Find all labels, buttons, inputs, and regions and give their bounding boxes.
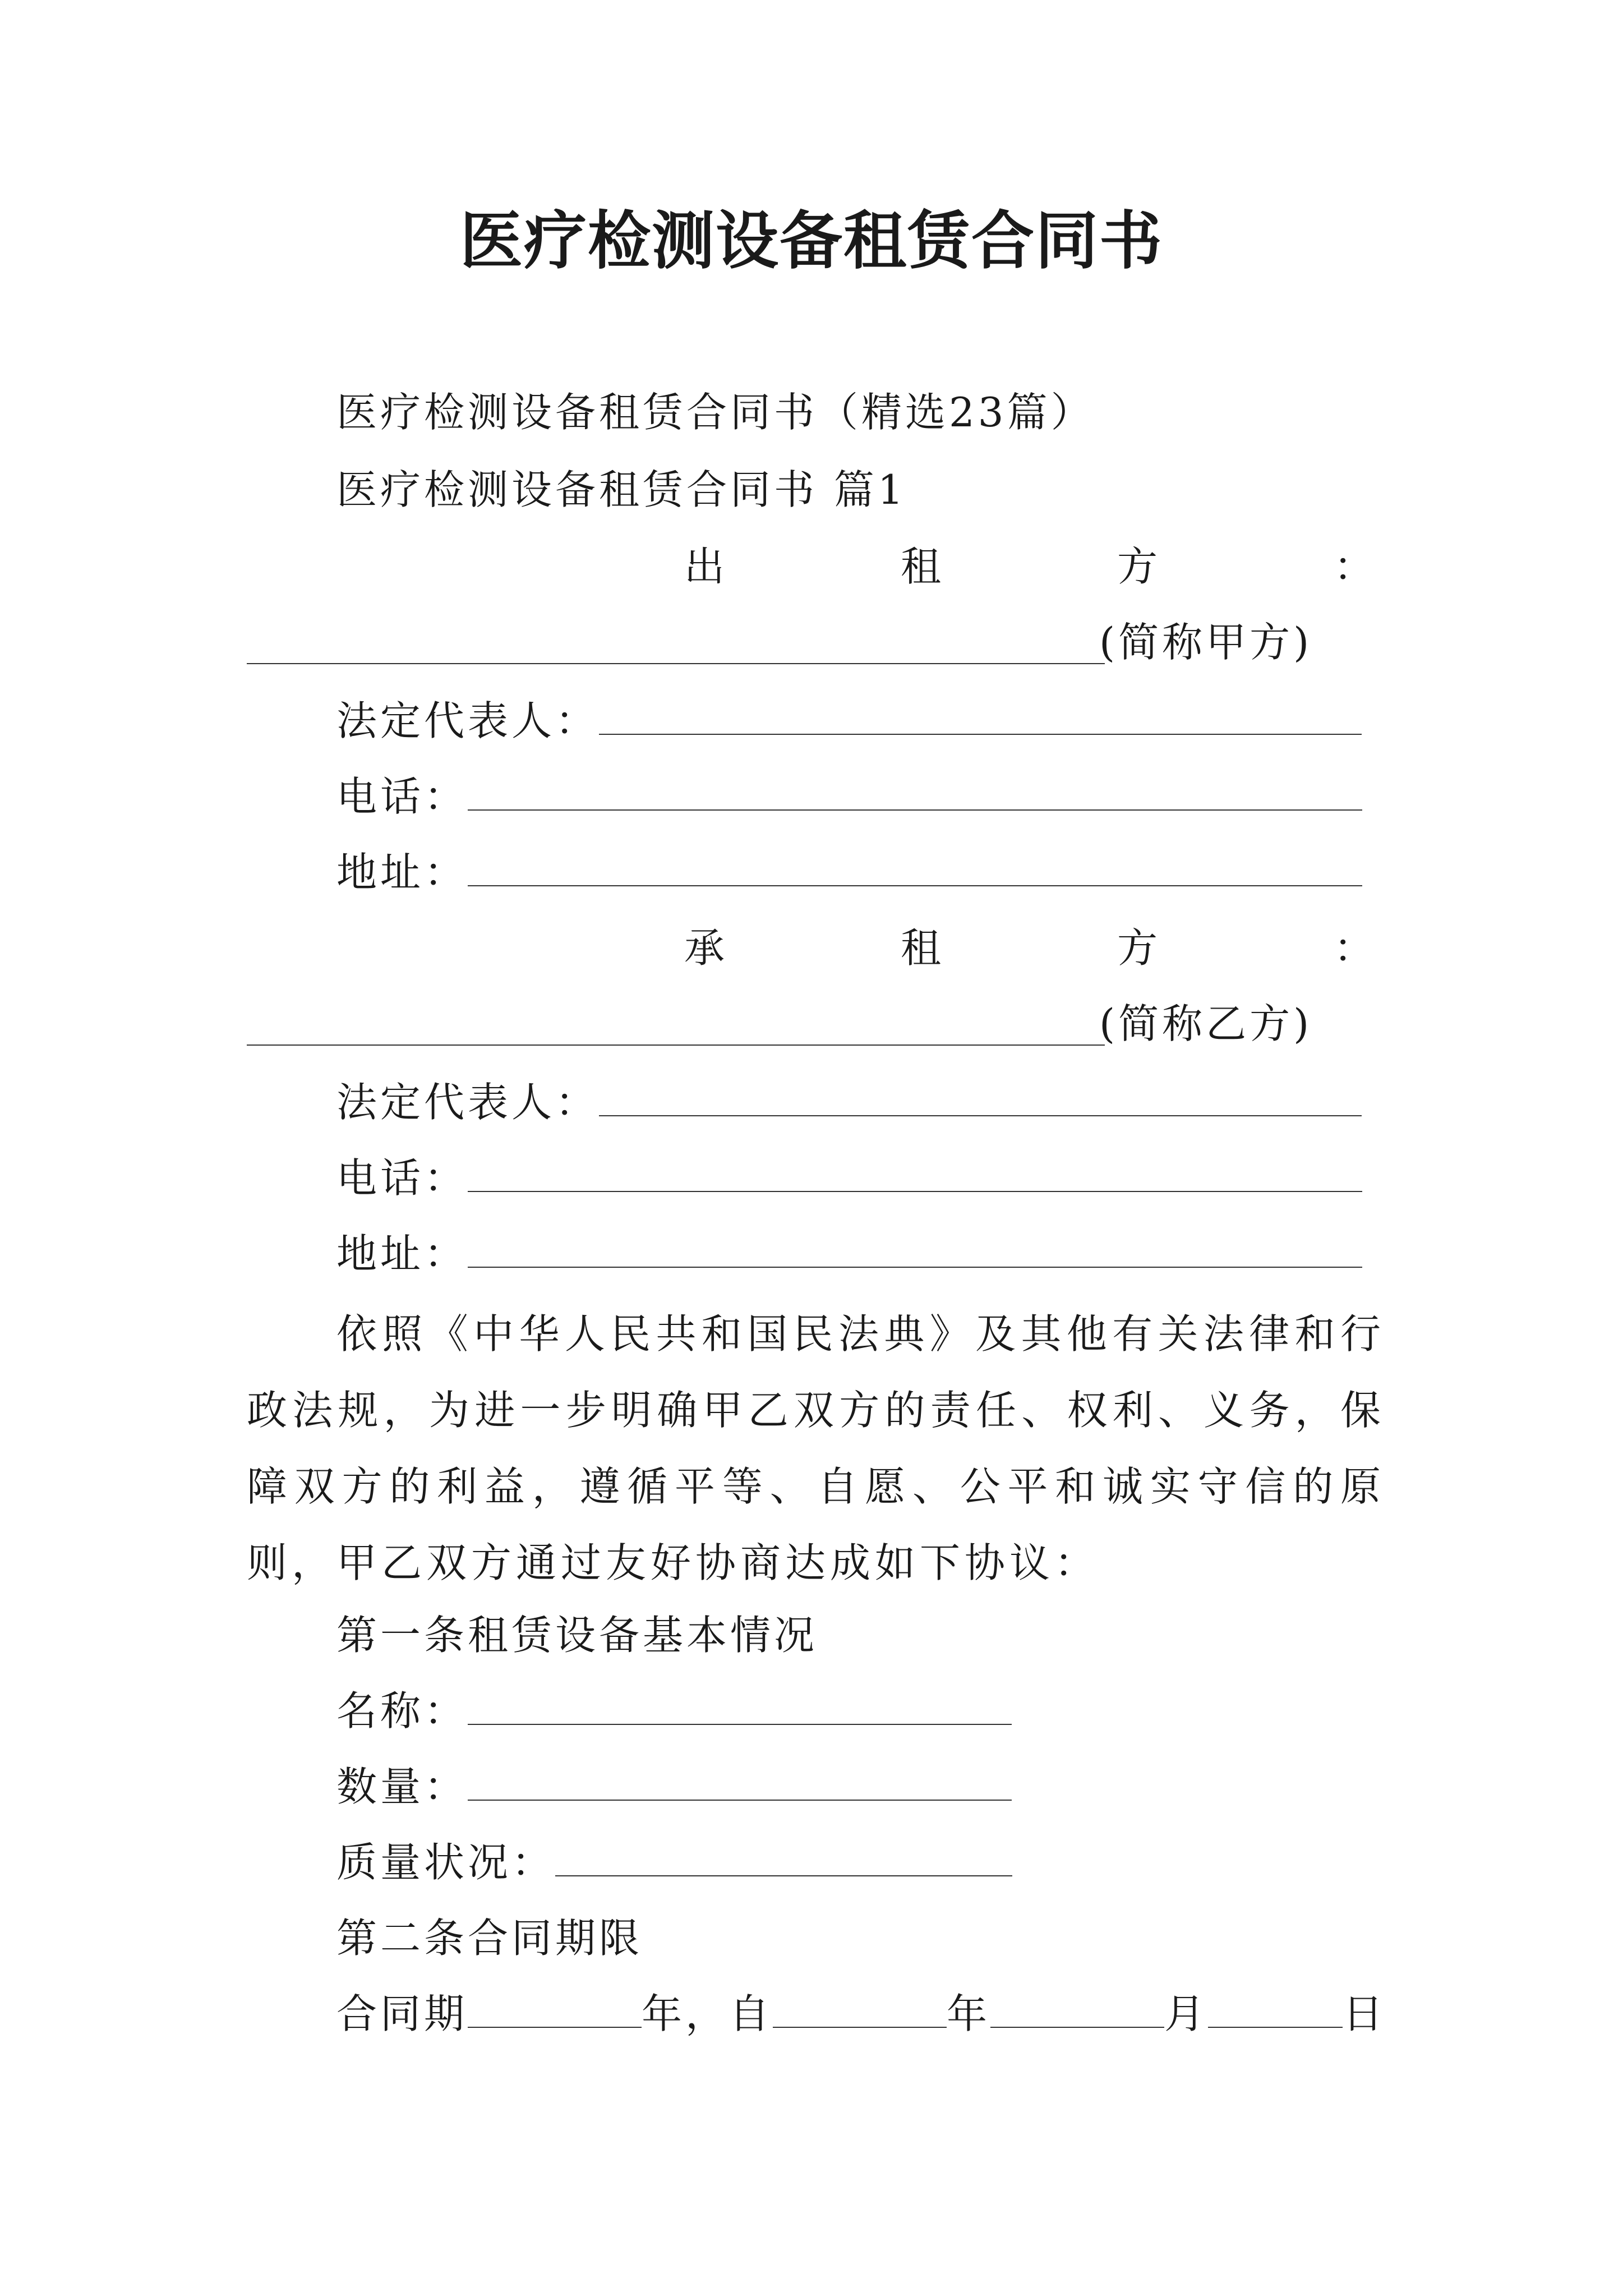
lessor-char: 租 (900, 543, 941, 590)
phone-label: 电话： (336, 1154, 468, 1202)
equipment-quantity-blank[interactable] (468, 1763, 1012, 1801)
lessee-char: 承 (684, 924, 725, 972)
lessee-label (684, 923, 1374, 973)
lessor-char: 方 (1117, 543, 1158, 590)
term-years-blank[interactable] (468, 1990, 642, 2028)
lessee-address-blank[interactable] (468, 1230, 1362, 1268)
contract-term-row (336, 1989, 1386, 2039)
lessee-phone-row (336, 1153, 1362, 1203)
lessee-char: ： (1333, 924, 1374, 972)
quantity-label: 数量： (336, 1763, 468, 1810)
subtitle: 医疗检测设备租赁合同书（精选23篇） (336, 389, 1095, 436)
quality-label: 质量状况： (336, 1839, 556, 1886)
equipment-name-row (336, 1686, 1012, 1736)
address-label: 地址： (336, 1230, 468, 1277)
equipment-quality-blank[interactable] (555, 1838, 1012, 1876)
lessee-abbr: (简称乙方) (1099, 1000, 1313, 1047)
equipment-quality-row (336, 1837, 1012, 1888)
start-month-blank[interactable] (990, 1990, 1164, 2028)
preamble-paragraph: 依照《中华人民共和国民法典》及其他有关法律和行政法规，为进一步明确甲乙双方的责任、权利、义务，保障双方的利益，遵循平等、自愿、公平和诚实守信的原则，甲乙双方通过友好协商达成如下协议： (247, 1310, 1385, 1586)
start-day-blank[interactable] (1208, 1990, 1343, 2028)
lessor-phone-blank[interactable] (468, 772, 1362, 811)
lessor-legal-rep-blank[interactable] (599, 697, 1362, 735)
month-text: 月 (1164, 1990, 1209, 2037)
lessee-char: 租 (900, 924, 941, 972)
address-label: 地址： (336, 849, 468, 896)
lessor-char: 出 (684, 543, 725, 590)
lessee-name-blank[interactable] (247, 1043, 1105, 1046)
lessee-char: 方 (1117, 924, 1158, 972)
legal-rep-label: 法定代表人： (336, 1079, 600, 1126)
lessee-legal-rep-row (336, 1077, 1362, 1128)
phone-label: 电话： (336, 773, 468, 820)
term-prefix: 合同期 (336, 1990, 468, 2037)
document-title: 医疗检测设备租赁合同书 (460, 204, 1163, 278)
day-text: 日 (1343, 1990, 1387, 2037)
lessee-legal-rep-blank[interactable] (599, 1078, 1362, 1116)
section-heading: 医疗检测设备租赁合同书 篇1 (336, 466, 907, 513)
year-text: 年 (947, 1990, 991, 2037)
article2-heading: 第二条合同期限 (336, 1915, 643, 1962)
lessor-char: ： (1333, 543, 1374, 590)
article1-heading: 第一条租赁设备基本情况 (336, 1612, 818, 1659)
name-label: 名称： (336, 1687, 468, 1734)
lessor-address-blank[interactable] (468, 848, 1362, 886)
year-from-text: 年，自 (642, 1990, 773, 2037)
lessor-address-row (336, 847, 1362, 898)
lessor-name-blank[interactable] (247, 662, 1105, 664)
equipment-name-blank[interactable] (468, 1687, 1012, 1725)
start-year-blank[interactable] (773, 1990, 947, 2028)
lessor-phone-row (336, 771, 1362, 822)
lessor-legal-rep-row (336, 696, 1362, 746)
lessor-label (684, 541, 1374, 592)
lessee-address-row (336, 1228, 1362, 1279)
legal-rep-label: 法定代表人： (336, 697, 600, 744)
equipment-quantity-row (336, 1761, 1012, 1812)
lessee-phone-blank[interactable] (468, 1154, 1362, 1192)
lessor-abbr: (简称甲方) (1099, 619, 1313, 666)
